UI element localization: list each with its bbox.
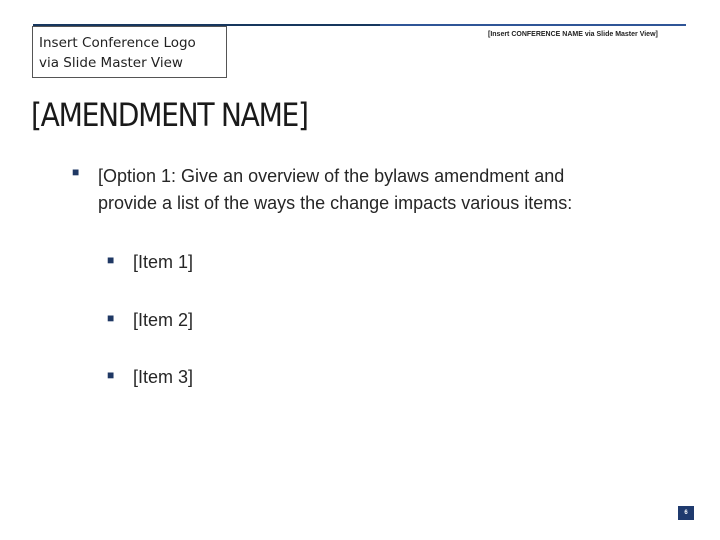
sub-bullet-text: [Item 2]: [133, 310, 194, 330]
square-bullet-icon: ■: [72, 165, 80, 179]
square-bullet-icon: ■: [107, 311, 115, 325]
conference-name: [Insert CONFERENCE NAME via Slide Master View]: [488, 31, 658, 38]
sub-bullet-text: [Item 3]: [133, 367, 194, 387]
sub-bullet-item-3: [107, 366, 407, 388]
bullet-text-line-1: [Option 1: Give an overview of the bylaws amendment and: [98, 166, 565, 186]
page-number: 6: [678, 506, 694, 520]
square-bullet-icon: ■: [107, 253, 115, 267]
logo-placeholder-line-2: via Slide Master View: [39, 55, 183, 71]
square-bullet-icon: ■: [107, 368, 115, 382]
logo-placeholder: [32, 26, 227, 78]
sub-bullet-item-1: [107, 251, 407, 273]
bullet-text: [98, 163, 658, 217]
sub-bullet-item-2: [107, 309, 407, 331]
sub-bullet-text: [Item 1]: [133, 252, 194, 272]
bullet-text-line-2: provide a list of the ways the change impacts various items:: [98, 193, 573, 213]
logo-placeholder-line-1: Insert Conference Logo: [39, 35, 196, 51]
slide-title: [AMENDMENT NAME]: [31, 96, 308, 134]
